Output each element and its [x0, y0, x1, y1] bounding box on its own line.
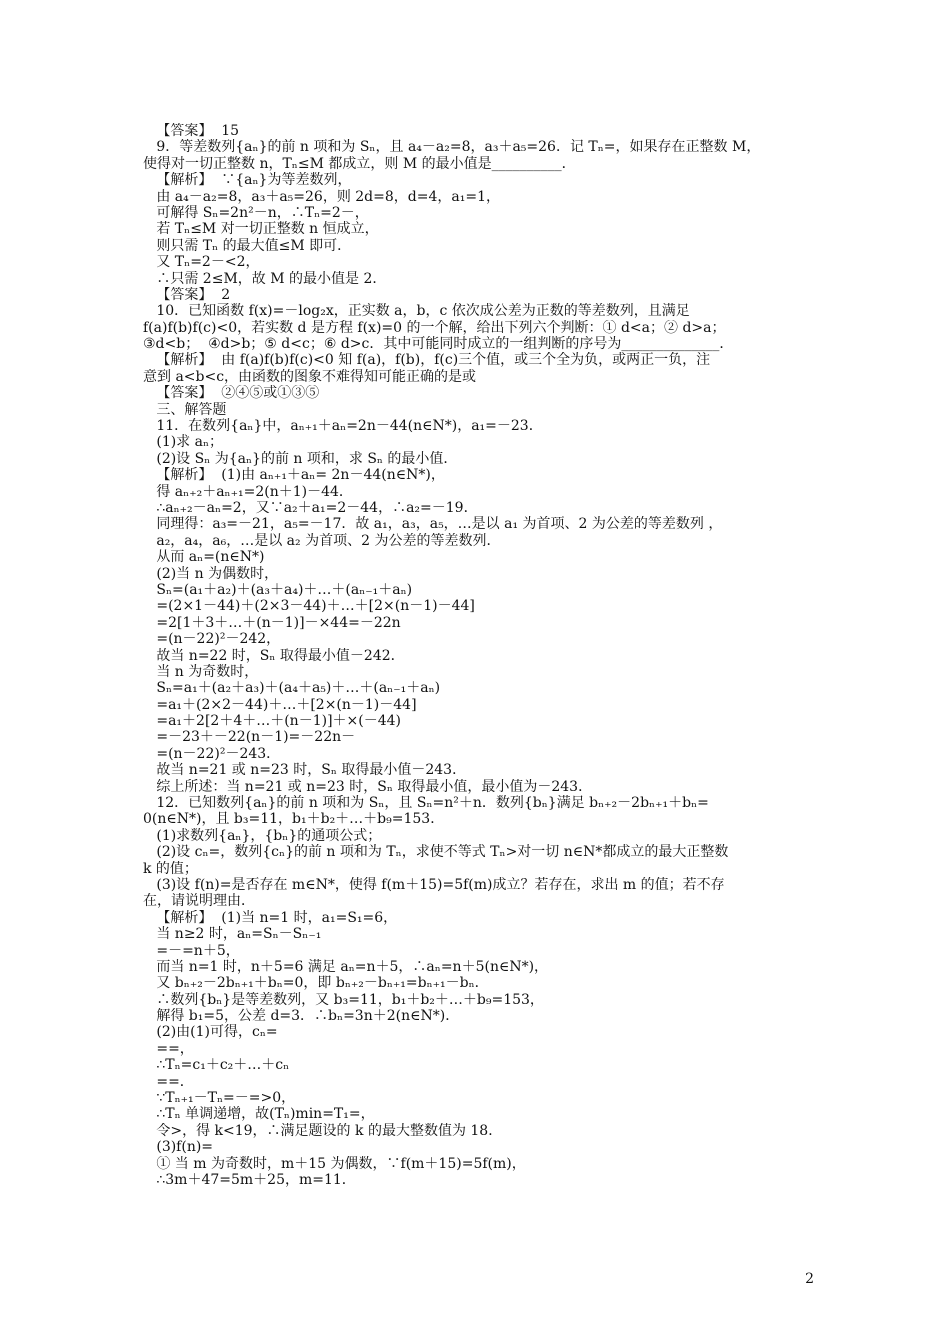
text-line: (2)设 cₙ=，数列{cₙ}的前 n 项和为 Tₙ，求使不等式 Tₙ>对一切 n∈N*都成立的最大正整数 — [143, 844, 729, 861]
text-line: 【解析】 由 f(a)f(b)f(c)<0 知 f(a)，f(b)，f(c)三个值，或三个全为负，或两正一负，注 — [143, 352, 711, 369]
text-line: 得 aₙ₊₂＋aₙ₊₁=2(n＋1)－44． — [143, 483, 353, 500]
text-line: 【解析】 (1)当 n=1 时，a₁=S₁=6， — [143, 909, 398, 926]
text-line: (2)由(1)可得，cₙ= — [143, 1024, 278, 1041]
text-line: 12．已知数列{aₙ}的前 n 项和为 Sₙ，且 Sₙ=n²＋n．数列{bₙ}满足 bₙ₊₂－2bₙ₊₁＋bₙ= — [143, 795, 709, 812]
text-line: =－23＋－22(n－1)=－22n－ — [143, 729, 356, 746]
text-line: 【解析】 ∵{aₙ}为等差数列， — [143, 172, 352, 189]
text-line: 解得 b₁=5，公差 d=3．∴bₙ=3n＋2(n∈N*)． — [143, 1008, 460, 1025]
text-line: ③d<b； ④d>b；⑤ d<c；⑥ d>c．其中可能同时成立的一组判断的序号为______________． — [143, 336, 734, 353]
text-line: 从而 aₙ=(n∈N*) — [143, 549, 265, 566]
text-line: (3)f(n)= — [143, 1139, 214, 1156]
text-line: 又 bₙ₊₂－2bₙ₊₁＋bₙ=0，即 bₙ₊₂－bₙ₊₁=bₙ₊₁－bₙ． — [143, 975, 489, 992]
text-line: 三、解答题 — [143, 401, 227, 418]
text-line: =a₁＋2[2＋4＋…＋(n－1)]＋×(－44) — [143, 713, 402, 730]
text-line: =(2×1－44)＋(2×3－44)＋…＋[2×(n－1)－44] — [143, 598, 475, 615]
page-number: 2 — [805, 1271, 814, 1287]
text-line: 可解得 Sₙ=2n²－n，∴Tₙ=2－， — [143, 204, 369, 221]
text-line: ∵Tₙ₊₁－Tₙ=－=>0， — [143, 1090, 296, 1107]
text-line: ∴Tₙ 单调递增，故(Tₙ)min=T₁=， — [143, 1106, 375, 1123]
text-line: Sₙ=a₁＋(a₂＋a₃)＋(a₄＋a₅)＋…＋(aₙ₋₁＋aₙ) — [143, 680, 441, 697]
text-line: 若 Tₙ≤M 对一切正整数 n 恒成立， — [143, 221, 379, 238]
text-line: 使得对一切正整数 n，Tₙ≤M 都成立，则 M 的最小值是__________． — [143, 155, 576, 172]
text-line: 综上所述：当 n=21 或 n=23 时，Sₙ 取得最小值，最小值为－243． — [143, 778, 593, 795]
text-line: a₂，a₄，a₆，…是以 a₂ 为首项、2 为公差的等差数列． — [143, 532, 501, 549]
text-line: 【答案】 ②④⑤或①③⑤ — [143, 385, 320, 402]
text-line: 又 Tₙ=2－<2， — [143, 254, 260, 271]
text-line: 令>，得 k<19，∴满足题设的 k 的最大整数值为 18． — [143, 1122, 503, 1139]
text-line: 【解析】 (1)由 aₙ₊₁＋aₙ= 2n－44(n∈N*)， — [143, 467, 445, 484]
text-line: Sₙ=(a₁＋a₂)＋(a₃＋a₄)＋…＋(aₙ₋₁＋aₙ) — [143, 581, 413, 598]
text-line: 11．在数列{aₙ}中，aₙ₊₁＋aₙ=2n－44(n∈N*)，a₁=－23． — [143, 418, 543, 435]
text-line: =(n－22)²－243． — [143, 745, 281, 762]
text-line: ∴Tₙ=c₁＋c₂＋…＋cₙ — [143, 1057, 290, 1074]
text-line: 当 n 为奇数时， — [143, 663, 259, 680]
text-line: 由 a₄－a₂=8，a₃＋a₅=26，则 2d=8，d=4，a₁=1， — [143, 188, 500, 205]
text-line: (2)设 Sₙ 为{aₙ}的前 n 项和，求 Sₙ 的最小值． — [143, 450, 458, 467]
text-line: 故当 n=21 或 n=23 时，Sₙ 取得最小值－243． — [143, 762, 467, 779]
text-line: 故当 n=22 时，Sₙ 取得最小值－242． — [143, 647, 405, 664]
text-line: (2)当 n 为偶数时， — [143, 565, 279, 582]
text-line: ∴3m＋47=5m＋25，m=11． — [143, 1172, 356, 1188]
text-line: ==， — [143, 1040, 194, 1057]
text-line: =－=n＋5， — [143, 942, 240, 959]
text-line: ∴数列{bₙ}是等差数列，又 b₃=11，b₁＋b₂＋…＋b₉=153， — [143, 991, 544, 1008]
text-line: ==． — [143, 1073, 194, 1090]
text-line: =2[1＋3＋…＋(n－1)]－×44=－22n — [143, 614, 401, 631]
text-line: =(n－22)²－242， — [143, 631, 281, 648]
text-line: 当 n≥2 时，aₙ=Sₙ－Sₙ₋₁ — [143, 926, 322, 943]
text-line: ① 当 m 为奇数时，m＋15 为偶数，∵f(m＋15)=5f(m)， — [143, 1155, 526, 1172]
text-line: 10．已知函数 f(x)=－log₂x，正实数 a，b，c 依次成公差为正数的等差数列，且满足 — [143, 303, 690, 320]
document-body — [143, 123, 813, 1188]
text-line: 【答案】 2 — [143, 286, 231, 303]
text-line: 【答案】 15 — [143, 123, 240, 139]
text-line: 则只需 Tₙ 的最大值≤M 即可． — [143, 237, 352, 254]
text-line: k 的值； — [143, 860, 198, 877]
text-line: 0(n∈N*)，且 b₃=11，b₁＋b₂＋…＋b₉=153． — [143, 811, 445, 828]
text-line: f(a)f(b)f(c)<0，若实数 d 是方程 f(x)=0 的一个解，给出下列六个判断：① d<a；② d>a； — [143, 319, 726, 336]
text-line: =a₁＋(2×2－44)＋…＋[2×(n－1)－44] — [143, 696, 417, 713]
text-line: (1)求数列{aₙ}，{bₙ}的通项公式； — [143, 827, 382, 844]
text-line: (3)设 f(n)=是否存在 m∈N*，使得 f(m＋15)=5f(m)成立？若存在，求出 m 的值；若不存 — [143, 876, 725, 893]
text-line: ∴aₙ₊₂－aₙ=2，又∵a₂＋a₁=2－44，∴a₂=－19． — [143, 499, 478, 516]
text-line: ∴只需 2≤M，故 M 的最小值是 2． — [143, 270, 387, 287]
text-line: 而当 n=1 时，n＋5=6 满足 aₙ=n＋5，∴aₙ=n＋5(n∈N*)， — [143, 958, 549, 975]
text-line: 同理得：a₃=－21，a₅=－17．故 a₁，a₃，a₅，…是以 a₁ 为首项、2 为公差的等差数列 ， — [143, 516, 723, 533]
text-line: 意到 a<b<c，由函数的图象不难得知可能正确的是或 — [143, 368, 477, 385]
text-line: 9．等差数列{aₙ}的前 n 项和为 Sₙ，且 a₄－a₂=8，a₃＋a₅=26．记 Tₙ=，如果存在正整数 M， — [143, 139, 761, 156]
text-line: (1)求 aₙ； — [143, 434, 224, 451]
text-line: 在，请说明理由． — [143, 893, 255, 910]
